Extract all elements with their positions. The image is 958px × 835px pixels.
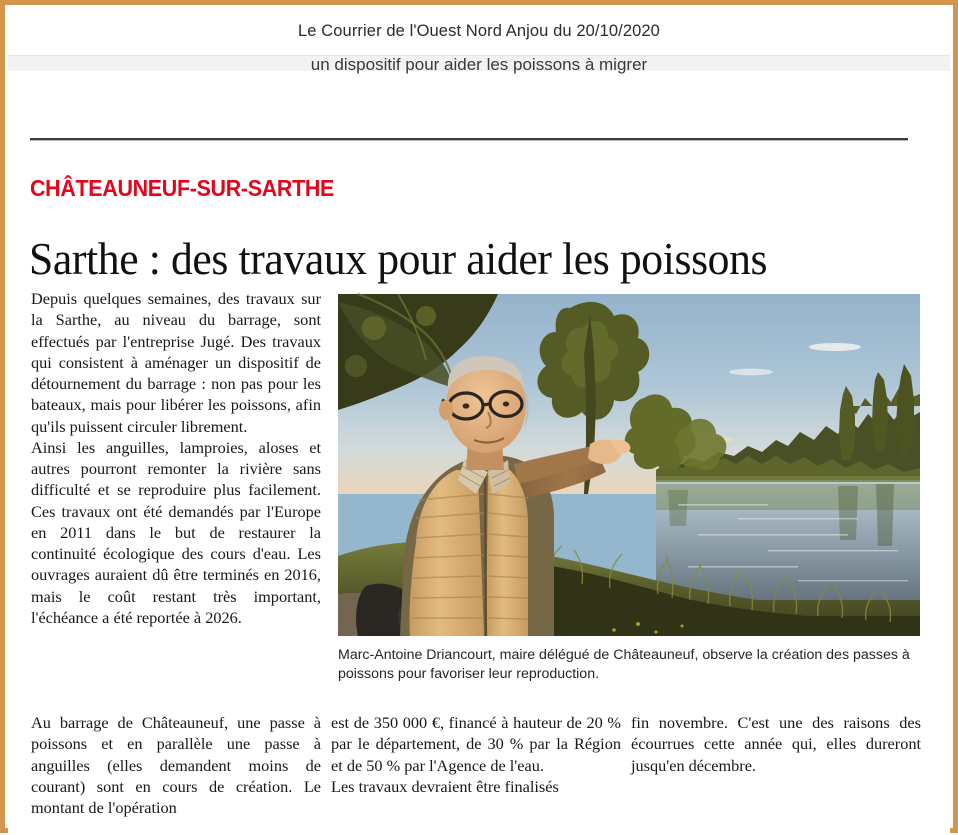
article-sheet bbox=[8, 83, 950, 835]
intro-paragraph-2: Ainsi les anguilles, lamproies, aloses et autres pourront remonter la rivière sans difficulté et se reproduire plus facilement. Ces travaux ont été demandés par l'Europe en 2011 dans le but de restaurer la continuité écologique des cours d'eau. Les ouvrages auraient dû être terminés en 2016, mais le coût restant très important, l'échéance a été reportée à 2026. bbox=[31, 437, 321, 627]
article-kicker: CHÂTEAUNEUF-SUR-SARTHE bbox=[30, 175, 335, 201]
article-photo-caption: Marc-Antoine Driancourt, maire délégué de Châteauneuf, observe la création des passes à poissons pour favoriser leur reproduction. bbox=[338, 647, 910, 683]
body-column-1-paragraph-1: Au barrage de Châteauneuf, une passe à poissons et en parallèle une passe à anguilles (elles demandent moins de courant) sont en cours de création. Le montant de l'opération bbox=[31, 713, 321, 818]
body-column-2 bbox=[331, 712, 621, 818]
viewer-header-title: Le Courrier de l'Ouest Nord Anjou du 20/10/2020 bbox=[298, 22, 660, 40]
intro-paragraph-1: Depuis quelques semaines, des travaux sur la Sarthe, au niveau du barrage, sont effectués par l'entreprise Jugé. Des travaux qui consistent à aménager un dispositif de détournement du barrage : non pas pour les bateaux, mais pour libérer les poissons, afin qu'ils puissent circuler librement. bbox=[31, 289, 321, 436]
article-headline: Sarthe : des travaux pour aider les poissons bbox=[29, 234, 768, 285]
photo-illustration bbox=[338, 294, 920, 636]
article-photo-figure bbox=[338, 294, 920, 684]
headline-top-rule bbox=[30, 138, 908, 141]
viewer-header bbox=[8, 8, 950, 55]
article-lower-columns bbox=[31, 712, 921, 818]
intro-column bbox=[31, 288, 321, 628]
body-column-2-paragraph-1: est de 350 000 €, financé à hauteur de 20 % par le département, de 30 % par la Région et de 50 % par l'Agence de l'eau. bbox=[331, 713, 621, 775]
body-column-3-paragraph-1: fin novembre. C'est une des raisons des écourrues cette année qui, elles dureront jusqu'en décembre. bbox=[631, 713, 921, 775]
article-photo bbox=[338, 294, 920, 636]
body-column-2-paragraph-2: Les travaux devraient être finalisés bbox=[331, 776, 559, 796]
article-upper-zone bbox=[8, 288, 950, 683]
page-inner bbox=[5, 5, 953, 828]
clipped-text-line-label: un dispositif pour aider les poissons à migrer bbox=[310, 55, 648, 74]
body-column-1 bbox=[31, 712, 321, 818]
body-column-3 bbox=[631, 712, 921, 818]
clipped-text-line bbox=[8, 55, 950, 83]
